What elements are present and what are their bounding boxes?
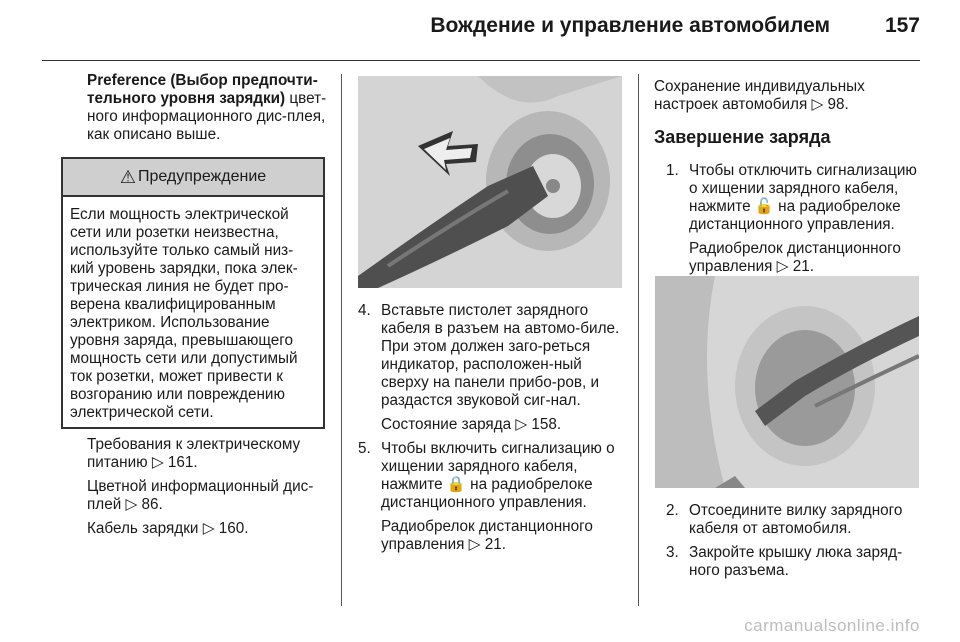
item-number: 3. — [666, 544, 679, 561]
item-text: Чтобы включить сигнализацию о хищении зарядного кабеля, нажмите 🔒 на радиобрелоке дистанционного управления. — [381, 440, 615, 511]
page-number: 157 — [884, 14, 920, 37]
paragraph: Сохранение индивидуальных настроек автомобиля ▷ 98. — [654, 78, 865, 113]
column-1-refs — [87, 436, 332, 544]
charging-plug-remove-photo — [655, 276, 919, 488]
header-rule — [42, 60, 920, 61]
list-item — [358, 302, 630, 434]
item-text: Отсоедините вилку зарядного кабеля от автомобиля. — [689, 502, 903, 537]
warning-title: Предупреждение — [137, 168, 267, 185]
steps-list-col3b — [666, 502, 928, 586]
item-note: Радиобрелок дистанционного управления ▷ 21. — [381, 518, 593, 553]
item-number: 2. — [666, 502, 679, 519]
item-number: 1. — [666, 162, 679, 179]
intro-rest: цвет-ного информационного дис-плея, как описано выше. — [87, 90, 327, 143]
item-number: 4. — [358, 302, 371, 319]
steps-list-col3a — [666, 162, 928, 282]
watermark: carmanualsonline.info — [744, 616, 920, 635]
item-text: Вставьте пистолет зарядного кабеля в разъем на автомо-биле. При этом должен заго-реться индикатор, расположен-ный сверху на панели прибо-ров, и раздастся звуковой сиг-нал. — [381, 302, 620, 409]
item-note: Радиобрелок дистанционного управления ▷ 21. — [689, 240, 901, 275]
steps-list-col2 — [358, 302, 630, 560]
intro-bold: Preference (Выбор предпочти-тельного уровня зарядки) — [87, 72, 318, 107]
column-1-intro — [87, 72, 332, 150]
column-divider — [638, 74, 639, 606]
warning-box — [61, 157, 325, 429]
list-item — [666, 162, 928, 276]
warning-triangle-icon: ⚠ — [119, 166, 136, 187]
item-note: Состояние заряда ▷ 158. — [381, 416, 562, 433]
paragraph: Цветной информационный дис-плей ▷ 86. — [87, 478, 314, 513]
paragraph: Требования к электрическому питанию ▷ 161. — [87, 436, 301, 471]
page-title: Вождение и управление автомобилем — [430, 14, 830, 37]
list-item — [666, 544, 928, 580]
item-text: Чтобы отключить сигнализацию о хищении зарядного кабеля, нажмите 🔓 на радиобрелоке дистанционного управления. — [689, 162, 917, 233]
item-text: Закройте крышку люка заряд-ного разъема. — [689, 544, 903, 579]
section-heading: Завершение заряда — [654, 127, 831, 147]
list-item — [666, 502, 928, 538]
column-divider — [341, 74, 342, 606]
column-3-intro — [654, 78, 929, 120]
list-item — [358, 440, 630, 554]
paragraph: Кабель зарядки ▷ 160. — [87, 520, 249, 537]
warning-text: Если мощность электрической сети или розетки неизвестна, используйте только самый низ-кий уровень зарядки, пока элек-трическая линия не будет про-верена квалифицированным электриком. Использование уровня заряда, превышающего мощность сети или допустимый ток розетки, может привести к возгоранию или повреждению электрической сети. — [70, 206, 298, 421]
page-header — [0, 0, 960, 60]
item-number: 5. — [358, 440, 371, 457]
charging-plug-insert-photo — [358, 76, 622, 288]
warning-header — [63, 159, 323, 197]
